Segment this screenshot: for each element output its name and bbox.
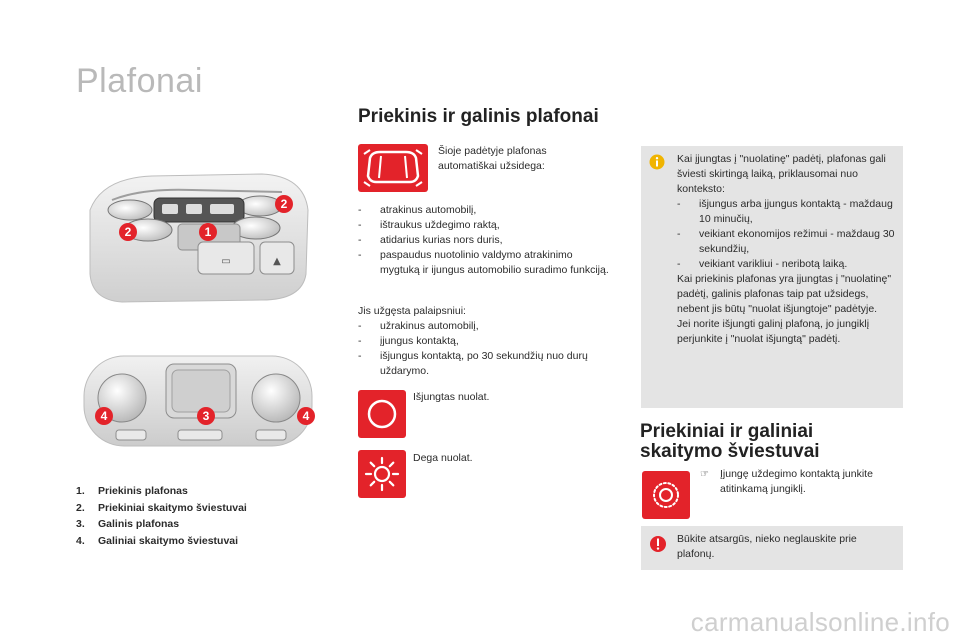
sun-on-icon — [358, 450, 406, 498]
legend-item: 3. Galinis plafonas — [76, 518, 180, 530]
list-item: - veikiant varikliui - neribotą laiką. — [677, 257, 895, 272]
warning-text: Būkite atsargūs, nieko neglauskite prie plafonų. — [677, 533, 857, 560]
list-item: - ištraukus uždegimo raktą, — [358, 218, 610, 233]
door-mode-icon — [358, 144, 428, 192]
info-intro: Kai įjungtas į "nuolatinę" padėtį, plafonas gali šviesti skirtingą laiką, priklausomai nuo konteksto: — [677, 153, 886, 195]
list-item: - atrakinus automobilį, — [358, 203, 610, 218]
off-circle-icon — [358, 390, 406, 438]
warning-box — [641, 526, 903, 570]
list-item: - įjungus kontaktą, — [358, 334, 610, 349]
callout-2-left — [118, 222, 138, 247]
on-mode-text: Dega nuolat. — [413, 452, 473, 464]
info-paragraph: Kai priekinis plafonas yra įjungtas į "nuolatinę" padėtį, galinis plafonas taip pat užsidegs, nebent jis būtų "nuolat išjungtoje" padėtyje. — [677, 273, 892, 315]
section-heading-plafonai: Priekinis ir galinis plafonai — [358, 106, 599, 127]
off-conditions-list — [358, 319, 610, 379]
pointer-bullet-icon: ☞ — [700, 469, 709, 480]
reading-light-text: ☞ Įjungę uždegimo kontaktą junkite atitinkamą jungiklį. — [700, 468, 873, 495]
off-mode-text: Išjungtas nuolat. — [413, 391, 490, 403]
legend-item: 1. Priekinis plafonas — [76, 485, 188, 497]
list-item: - užrakinus automobilį, — [358, 319, 610, 334]
legend — [76, 483, 247, 549]
on-conditions-list — [358, 203, 610, 278]
svg-text:▲: ▲ — [273, 256, 281, 267]
reading-light-icon — [642, 471, 690, 519]
svg-text:4: 4 — [100, 409, 108, 423]
rear-ceiling-illustration — [80, 350, 316, 455]
svg-text:1: 1 — [204, 225, 212, 239]
svg-text:2: 2 — [124, 225, 132, 239]
svg-text:▭: ▭ — [221, 256, 231, 267]
info-icon — [649, 154, 665, 175]
list-item: - išjungus arba įjungus kontaktą - maždaug 10 minučių, — [677, 197, 895, 227]
info-paragraph: Jei norite išjungti galinį plafoną, jo jungiklį perjunkite į "nuolat išjungtą" padėtį. — [677, 318, 870, 345]
callout-2-right — [274, 194, 294, 219]
legend-item: 2. Priekiniai skaitymo šviestuvai — [76, 501, 247, 514]
list-item: - išjungus kontaktą, po 30 sekundžių nuo durų uždarymo. — [358, 349, 610, 379]
list-item: - paspaudus nuotolinio valdymo atrakinimo mygtuką ir ijungus automobilio suradimo funkciją. — [358, 248, 610, 278]
callout-1 — [198, 222, 218, 247]
callout-4-left — [94, 406, 114, 431]
svg-text:4: 4 — [302, 409, 310, 423]
info-box — [641, 146, 903, 408]
svg-text:3: 3 — [202, 409, 210, 423]
off-intro: Jis užgęsta palaipsniui: — [358, 305, 466, 317]
watermark: carmanualsonline.info — [690, 607, 950, 637]
page-title: Plafonai — [76, 62, 203, 100]
front-ceiling-illustration — [82, 170, 312, 315]
warning-icon — [650, 535, 666, 558]
info-list — [677, 197, 895, 272]
list-item: - veikiant ekonomijos režimui - maždaug 30 sekundžių, — [677, 227, 895, 257]
callout-4-right — [296, 406, 316, 431]
legend-item: 4. Galiniai skaitymo šviestuvai — [76, 534, 239, 547]
door-mode-text: Šioje padėtyje plafonas automatiškai užsidega: — [438, 145, 547, 172]
callout-3 — [196, 406, 216, 431]
list-item: - atidarius kurias nors duris, — [358, 233, 610, 248]
section-heading-reading-lights: Priekiniai ir galiniai skaitymo šviestuvai — [640, 421, 820, 462]
svg-text:2: 2 — [280, 197, 288, 211]
